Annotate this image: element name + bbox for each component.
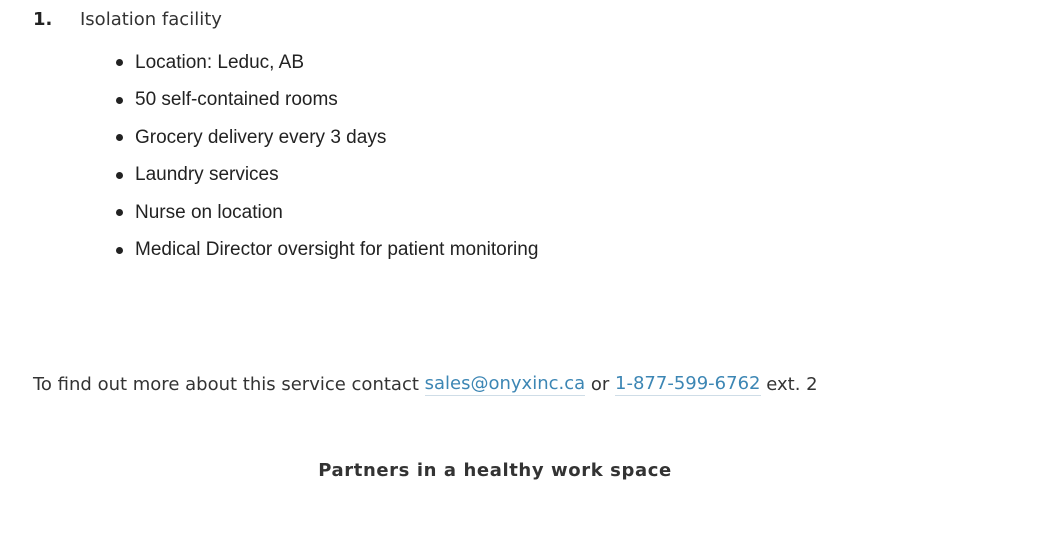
section-title: Isolation facility: [80, 8, 222, 30]
list-item-text: Grocery delivery every 3 days: [135, 126, 387, 148]
phone-link[interactable]: 1-877-599-6762: [615, 372, 761, 394]
list-item-text: Laundry services: [135, 164, 279, 186]
bullet-icon: [116, 134, 123, 141]
list-item: [114, 119, 538, 157]
contact-conjunction: or: [585, 373, 616, 395]
bullet-icon: [116, 97, 123, 104]
list-item-text: Medical Director oversight for patient monitoring: [135, 239, 539, 261]
bullet-icon: [116, 209, 123, 216]
contact-prefix: To find out more about this service contact: [33, 373, 425, 395]
list-item-text: Location: Leduc, AB: [135, 51, 305, 73]
list-item-text: Nurse on location: [135, 201, 283, 223]
list-item: [114, 232, 538, 270]
list-item: [114, 82, 538, 120]
list-item-text: 50 self-contained rooms: [135, 89, 338, 111]
list-number: 1.: [33, 8, 53, 30]
bullet-icon: [116, 59, 123, 66]
bullet-icon: [116, 247, 123, 254]
list-item: [114, 194, 538, 232]
amenities-list: [114, 44, 538, 269]
tagline: Partners in a healthy work space: [318, 460, 672, 481]
contact-paragraph: [33, 370, 818, 398]
list-item: [114, 157, 538, 195]
list-item: [114, 44, 538, 82]
contact-suffix: ext. 2: [760, 373, 818, 395]
bullet-icon: [116, 172, 123, 179]
numbered-list-item: [33, 6, 222, 32]
email-link[interactable]: sales@onyxinc.ca: [424, 372, 586, 394]
